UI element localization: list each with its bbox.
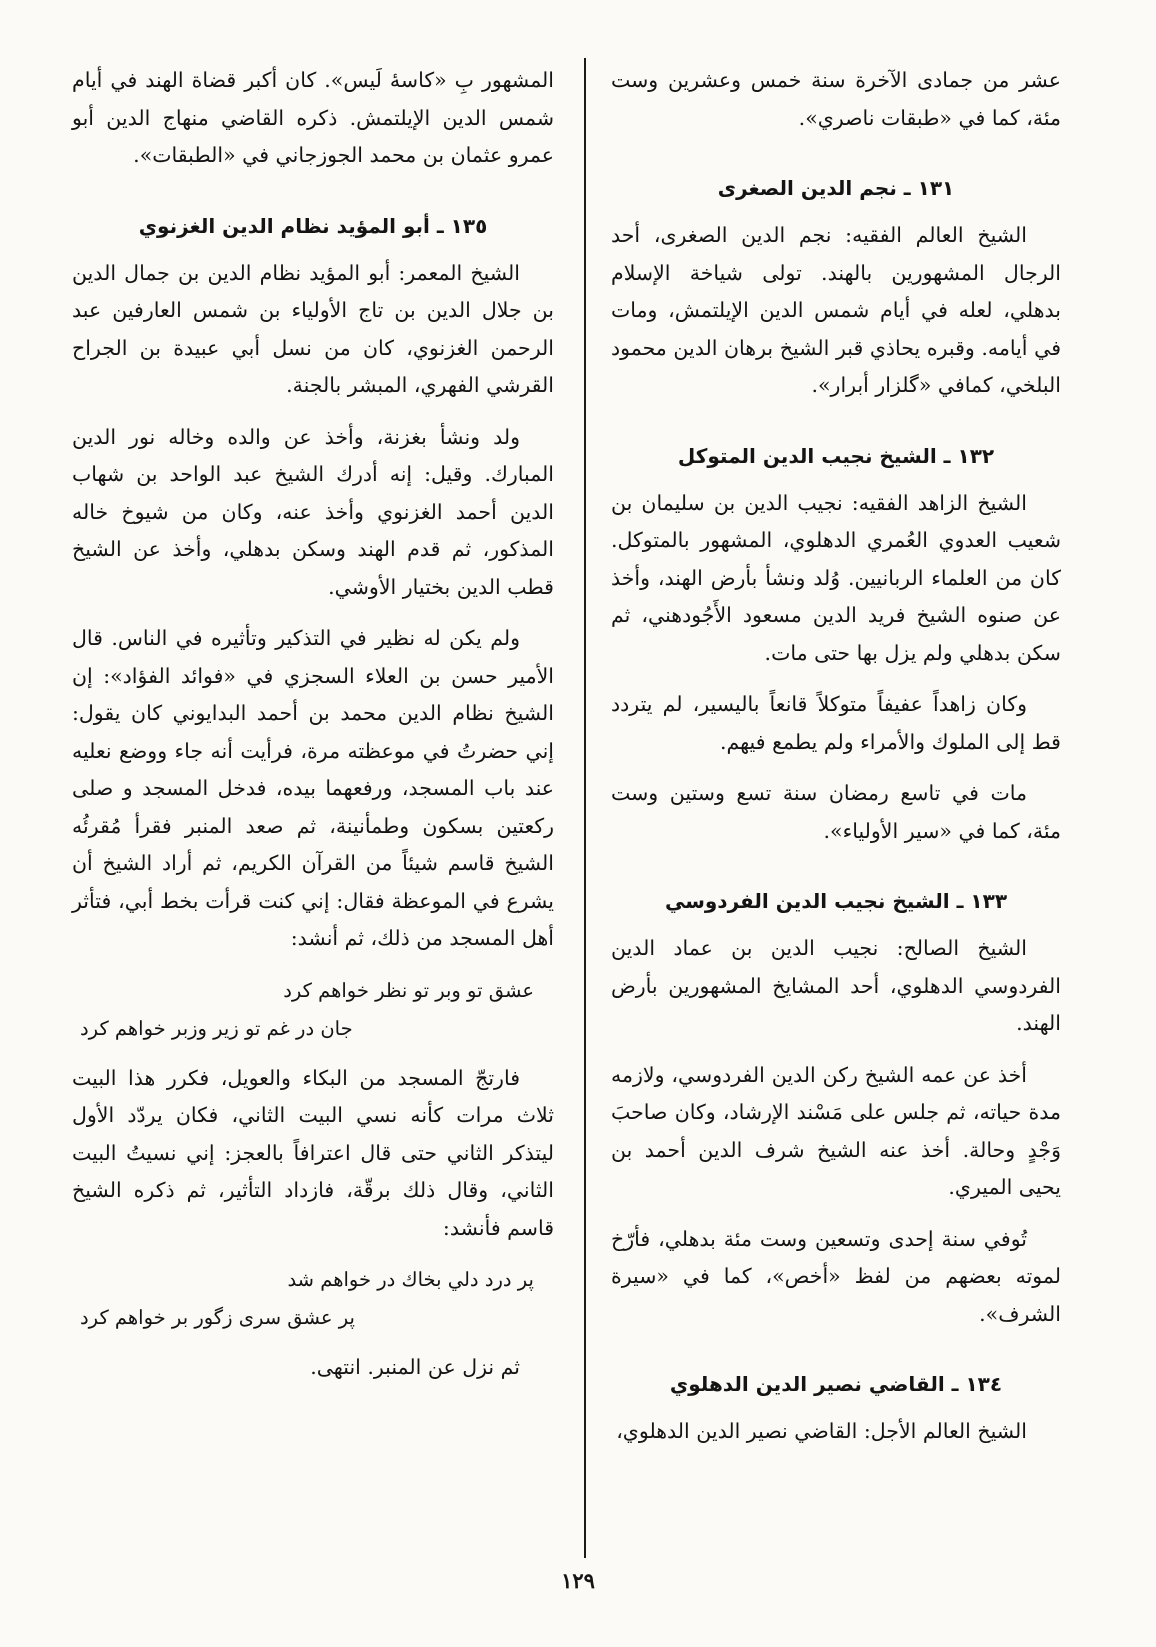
verse-1-hemistich-a: عشق تو وبر تو نظر خواهم كرد — [283, 978, 534, 1002]
entry-135-paragraph-2: ولد ونشأ بغزنة، وأخذ عن والده وخاله نور الدين المبارك. وقيل: إنه أدرك الشيخ عبد الواحد بن شهاب الدين أحمد الغزنوي وأخذ عنه، وكان من شيوخ خاله المذكور، ثم قدم الهند وسكن بدهلي، وأخذ عن الشيخ قطب الدين بختيار الأوشي. — [72, 424, 554, 599]
entry-heading-131: ١٣١ ـ نجم الدين الصغرى — [717, 176, 955, 200]
entry-133-paragraph-1: الشيخ الصالح: نجيب الدين بن عماد الدين الفردوسي الدهلوي، أحد المشايخ المشهورين بأرض الهند. — [611, 936, 1061, 1035]
persian-verse-1 — [72, 972, 554, 1048]
persian-verse-2 — [72, 1261, 554, 1337]
entry-132-paragraph-1: الشيخ الزاهد الفقيه: نجيب الدين بن سليمان بن شعيب العدوي العُمري الدهلوي، المشهور بالمتوكل. كان من العلماء الربانيين. وُلد ونشأ بأرض الهند، وأخذ عن صنوه الشيخ فريد الدين مسعود الأَجُودهني، ثم سكن بدهلي ولم يزل بها حتى مات. — [611, 490, 1061, 665]
verse-2-hemistich-a: پر درد دلي بخاك در خواهم شد — [287, 1268, 534, 1291]
left-column — [72, 62, 554, 1401]
entry-133-paragraph-3: تُوفي سنة إحدى وتسعين وست مئة بدهلي، فأرّخ لموته بعضهم من لفظ «أخص»، كما في «سيرة الشرف». — [611, 1226, 1061, 1326]
entry-134-paragraph: الشيخ العالم الأجل: القاضي نصير الدين الدهلوي، — [616, 1419, 1027, 1443]
verse-1-hemistich-b: جان در غم تو زير وزبر خواهم كرد — [80, 1016, 353, 1040]
entry-132-paragraph-2: وكان زاهداً عفيفاً متوكلاً قانعاً باليسير، لم يتردد قط إلى الملوك والأمراء ولم يطمع فيهم. — [611, 692, 1061, 754]
right-column — [611, 62, 1061, 1465]
entry-134-continuation: المشهور بِ «كاسهٔ لَيس». كان أكبر قضاة الهند في أيام شمس الدين الإيلتمش. ذكره القاضي منهاج الدين أبو عمرو عثمان بن محمد الجوزجاني في «الطبقات». — [72, 68, 554, 167]
column-divider — [584, 58, 586, 1558]
entry-132-paragraph-3: مات في تاسع رمضان سنة تسع وستين وست مئة، كما في «سير الأولياء». — [611, 781, 1061, 843]
entry-heading-134: ١٣٤ ـ القاضي نصير الدين الدهلوي — [669, 1372, 1003, 1396]
entry-135-paragraph-1: الشيخ المعمر: أبو المؤيد نظام الدين بن جمال الدين بن جلال الدين بن تاج الأولياء بن شمس العارفين عبد الرحمن الغزنوي، كان من نسل أبي عبيدة بن الجراح القرشي الفهري، المبشر بالجنة. — [72, 260, 554, 397]
entry-135-paragraph-3: ولم يكن له نظير في التذكير وتأثيره في الناس. قال الأمير حسن بن العلاء السجزي في «فوائد الفؤاد»: إن الشيخ نظام الدين محمد بن أحمد البدايوني كان يقول: إني حضرتُ في موعظته مرة، فرأيت أنه جاء ووضع نعليه عند باب المسجد، ورفعهما بيده، فدخل المسجد و صلى ركعتين بسكون وطمأنينة، ثم صعد المنبر فقرأ مُقرئُه الشيخ قاسم شيئاً من القرآن الكريم، ثم أراد الشيخ أن يشرع في الموعظة فقال: إني كنت قرأت بخط أبي، فتأثر أهل المسجد من ذلك، ثم أنشد: — [72, 626, 554, 950]
entry-135-paragraph-5: ثم نزل عن المنبر. انتهى. — [310, 1355, 520, 1379]
entry-133-paragraph-2: أخذ عن عمه الشيخ ركن الدين الفردوسي، ولازمه مدة حياته، ثم جلس على مَسْند الإرشاد، وكان صاحبَ وَجْدٍ وحالة. أخذ عنه الشيخ شرف الدين أحمد بن يحيى الميري. — [611, 1062, 1061, 1199]
continuation-paragraph: عشر من جمادى الآخرة سنة خمس وعشرين وست مئة، كما في «طبقات ناصري». — [611, 68, 1061, 130]
entry-heading-132: ١٣٢ ـ الشيخ نجيب الدين المتوكل — [677, 443, 995, 468]
entry-135-paragraph-4: فارتجّ المسجد من البكاء والعويل، فكرر هذا البيت ثلاث مرات كأنه نسي البيت الثاني، فكان يردّد الأول ليتذكر الثاني حتى قال اعترافاً بالعجز: إني نسيتُ البيت الثاني، وقال ذلك برقّة، فازداد التأثير، ثم ذكره الشيخ قاسم فأنشد: — [72, 1065, 554, 1240]
entry-heading-135: ١٣٥ ـ أبو المؤيد نظام الدين الغزنوي — [138, 213, 488, 238]
entry-heading-133: ١٣٣ ـ الشيخ نجيب الدين الفردوسي — [664, 889, 1008, 913]
verse-2-hemistich-b: پر عشق سرى زگور بر خواهم كرد — [80, 1306, 355, 1329]
page-number: ١٢٩ — [561, 1568, 595, 1593]
entry-131-paragraph: الشيخ العالم الفقيه: نجم الدين الصغرى، أحد الرجال المشهورين بالهند. تولى شياخة الإسلام بدهلي، لعله في أيام شمس الدين الإيلتمش، ومات في أيامه. وقبره يحاذي قبر الشيخ برهان الدين محمود البلخي، كمافي «گلزار أبرار». — [611, 223, 1061, 397]
